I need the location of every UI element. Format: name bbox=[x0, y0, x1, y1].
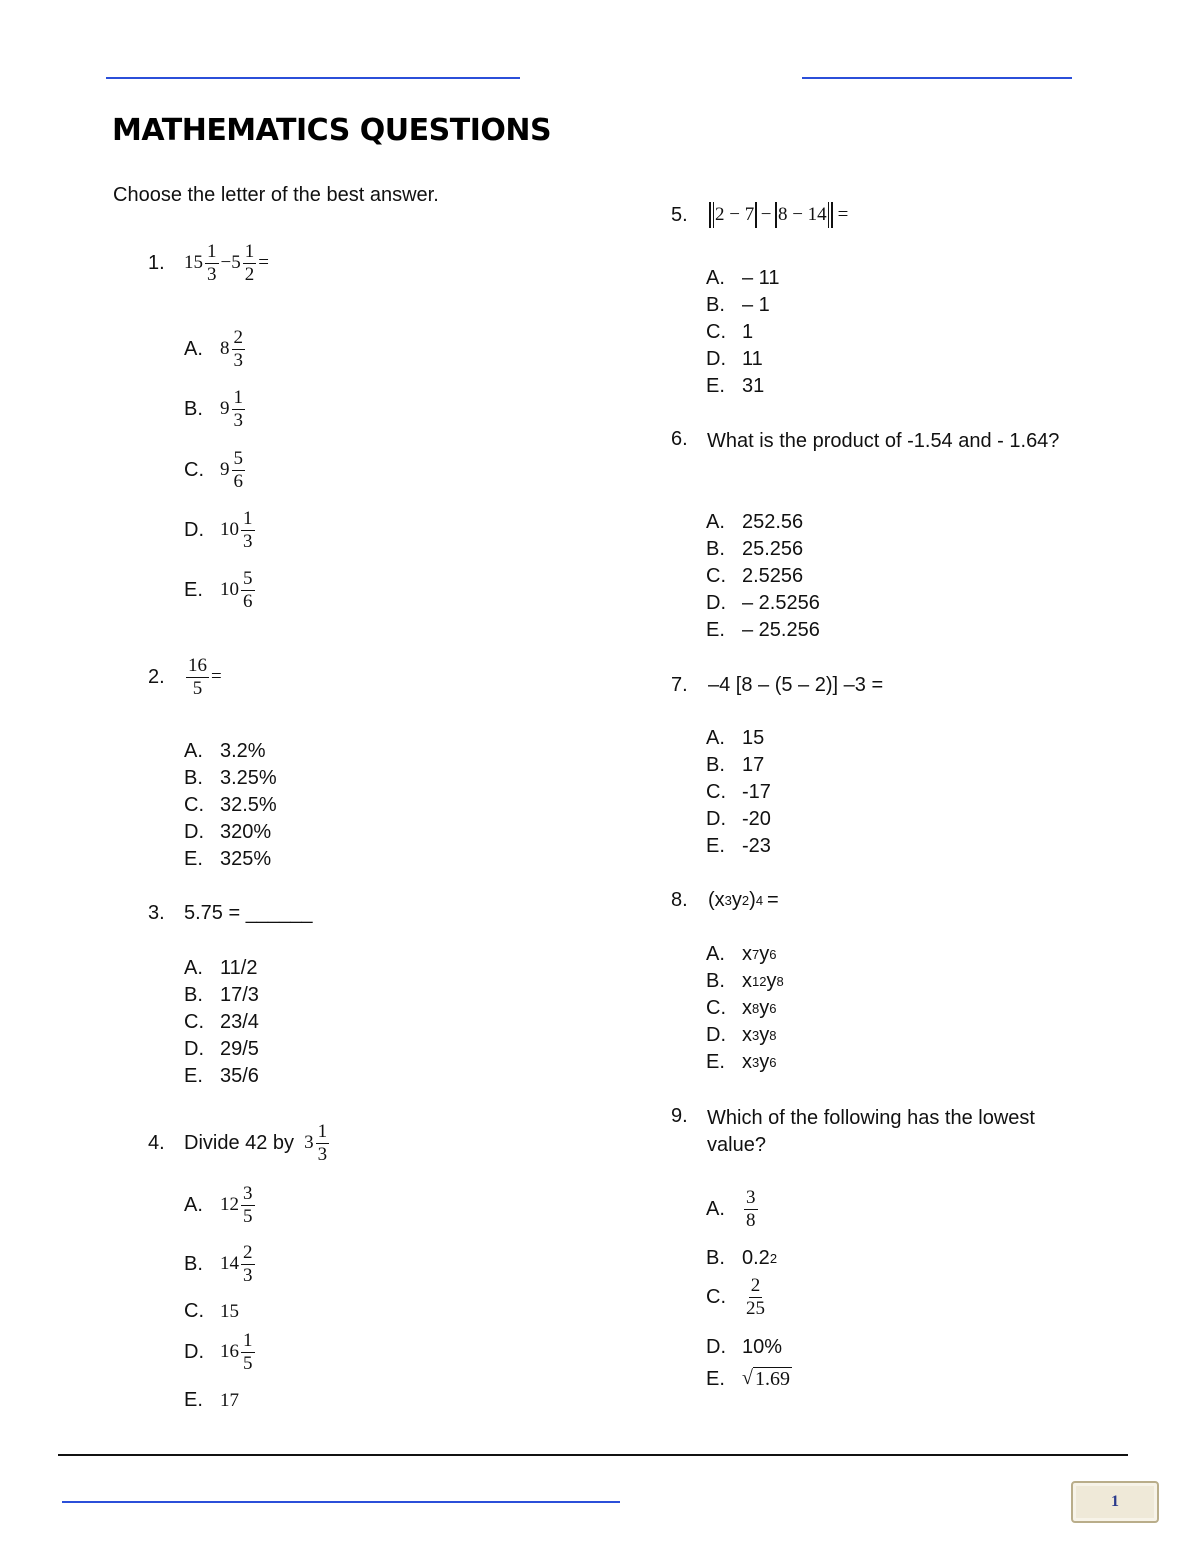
header-rule-right bbox=[802, 77, 1072, 79]
question-8: 8. (x 3 y 2 ) 4 = bbox=[671, 889, 779, 911]
option-a[interactable]: A. 252.56 bbox=[706, 511, 804, 533]
option-b[interactable]: B. 14 $\frac{2}{3}$ bbox=[184, 1242, 253, 1286]
option-d[interactable]: D. 10 $\frac{1}{3}$ bbox=[184, 508, 253, 552]
question-number: 6. bbox=[671, 428, 688, 450]
option-d[interactable]: D. 320% bbox=[184, 821, 272, 843]
option-d[interactable]: D. 11 bbox=[706, 348, 763, 370]
option-b[interactable]: B. 9 $\frac{1}{3}$ bbox=[184, 387, 243, 431]
option-c[interactable]: C. 23/4 bbox=[184, 1011, 259, 1033]
option-d[interactable]: D. x 3 y 8 bbox=[706, 1024, 777, 1046]
option-b[interactable]: B. 0.2 2 bbox=[706, 1247, 778, 1269]
option-d[interactable]: D. 16 $\frac{1}{5}$ bbox=[184, 1330, 253, 1374]
option-c[interactable]: C. x 8 y 6 bbox=[706, 997, 777, 1019]
footer-rule bbox=[58, 1454, 1128, 1456]
footer-blue-rule bbox=[62, 1501, 620, 1503]
option-e[interactable]: E. 17 bbox=[184, 1389, 239, 1411]
square-root: √ 1.69 bbox=[742, 1367, 790, 1390]
fraction: $\frac{1}{5}$ bbox=[243, 1330, 253, 1374]
option-c[interactable]: C. 32.5% bbox=[184, 794, 277, 816]
option-d[interactable]: D. 29/5 bbox=[184, 1038, 259, 1060]
option-a[interactable]: A. 3.2% bbox=[184, 740, 266, 762]
question-number: 4. bbox=[148, 1131, 165, 1154]
option-a[interactable]: A. 11/2 bbox=[184, 957, 258, 979]
question-number: 1. bbox=[148, 251, 165, 274]
option-b[interactable]: B. 17 bbox=[706, 754, 765, 776]
fraction: $\frac{2}{3}$ bbox=[243, 1242, 253, 1286]
option-c[interactable]: C. 9 $\frac{5}{6}$ bbox=[184, 448, 243, 492]
option-e[interactable]: E. 31 bbox=[706, 375, 765, 397]
question-1: 1. 15 $\frac{1}{3}$ − 5 $\frac{1}{2}$ = bbox=[148, 241, 269, 285]
question-4: 4. Divide 42 by 3 $\frac{1}{3}$ bbox=[148, 1121, 328, 1165]
fraction: $\frac{5}{6}$ bbox=[233, 448, 243, 492]
fraction: $\frac{1}{3}$ bbox=[243, 508, 253, 552]
option-a[interactable]: A. – 11 bbox=[706, 267, 780, 289]
question-7: 7. –4 [8 – (5 – 2)] –3 = bbox=[671, 674, 884, 696]
option-d[interactable]: D. – 2.5256 bbox=[706, 592, 820, 614]
option-c[interactable]: C. -17 bbox=[706, 781, 771, 803]
option-c[interactable]: C. $\frac{2}{25}$ bbox=[706, 1275, 765, 1319]
option-e[interactable]: E. – 25.256 bbox=[706, 619, 820, 641]
option-e[interactable]: E. -23 bbox=[706, 835, 771, 857]
fraction: $\frac{3}{8}$ bbox=[746, 1187, 756, 1231]
option-b[interactable]: B. x 12 y 8 bbox=[706, 970, 784, 992]
fraction: $\frac{1}{2}$ bbox=[244, 241, 255, 285]
fraction: $\frac{16}{5}$ bbox=[188, 655, 207, 699]
option-e[interactable]: E. x 3 y 6 bbox=[706, 1051, 777, 1073]
fraction: $\frac{5}{6}$ bbox=[243, 568, 253, 612]
option-e[interactable]: E. 325% bbox=[184, 848, 272, 870]
question-number: 2. bbox=[148, 665, 165, 688]
option-c[interactable]: C. 15 bbox=[184, 1300, 239, 1322]
option-d[interactable]: D. -20 bbox=[706, 808, 771, 830]
option-c[interactable]: C. 2.5256 bbox=[706, 565, 804, 587]
instruction-text: Choose the letter of the best answer. bbox=[113, 184, 439, 206]
fraction: $\frac{1}{3}$ bbox=[207, 241, 217, 285]
question-number: 9. bbox=[671, 1105, 688, 1127]
option-c[interactable]: C. 1 bbox=[706, 321, 754, 343]
option-a[interactable]: A. 12 $\frac{3}{5}$ bbox=[184, 1183, 253, 1227]
option-b[interactable]: B. 17/3 bbox=[184, 984, 259, 1006]
question-number: 7. bbox=[671, 674, 688, 696]
page-number-badge: 1 bbox=[1071, 1481, 1159, 1523]
fraction: $\frac{3}{5}$ bbox=[243, 1183, 253, 1227]
option-d[interactable]: D. 10% bbox=[706, 1336, 783, 1358]
question-5: 5. 2 − 7 − 8 − 14 = bbox=[671, 202, 848, 228]
option-b[interactable]: B. 3.25% bbox=[184, 767, 277, 789]
fraction: $\frac{1}{3}$ bbox=[233, 387, 243, 431]
fraction: $\frac{2}{3}$ bbox=[233, 327, 243, 371]
option-e[interactable]: E. 10 $\frac{5}{6}$ bbox=[184, 568, 253, 612]
question-number: 3. bbox=[148, 902, 165, 924]
page-title: MATHEMATICS QUESTIONS bbox=[112, 113, 552, 148]
option-e[interactable]: E. 35/6 bbox=[184, 1065, 259, 1087]
option-a[interactable]: A. x 7 y 6 bbox=[706, 943, 777, 965]
question-number: 8. bbox=[671, 889, 688, 911]
option-a[interactable]: A. $\frac{3}{8}$ bbox=[706, 1187, 756, 1231]
fraction: $\frac{2}{25}$ bbox=[746, 1275, 765, 1319]
option-b[interactable]: B. – 1 bbox=[706, 294, 770, 316]
header-rule-left bbox=[106, 77, 520, 79]
question-2: 2. $\frac{16}{5}$ = bbox=[148, 655, 222, 699]
option-e[interactable]: E. √ 1.69 bbox=[706, 1367, 790, 1390]
option-a[interactable]: A. 15 bbox=[706, 727, 765, 749]
fraction: $\frac{1}{3}$ bbox=[317, 1121, 328, 1165]
option-b[interactable]: B. 25.256 bbox=[706, 538, 804, 560]
question-3: 3. 5.75 = ______ bbox=[148, 902, 313, 924]
question-number: 5. bbox=[671, 203, 688, 226]
option-a[interactable]: A. 8 $\frac{2}{3}$ bbox=[184, 327, 243, 371]
